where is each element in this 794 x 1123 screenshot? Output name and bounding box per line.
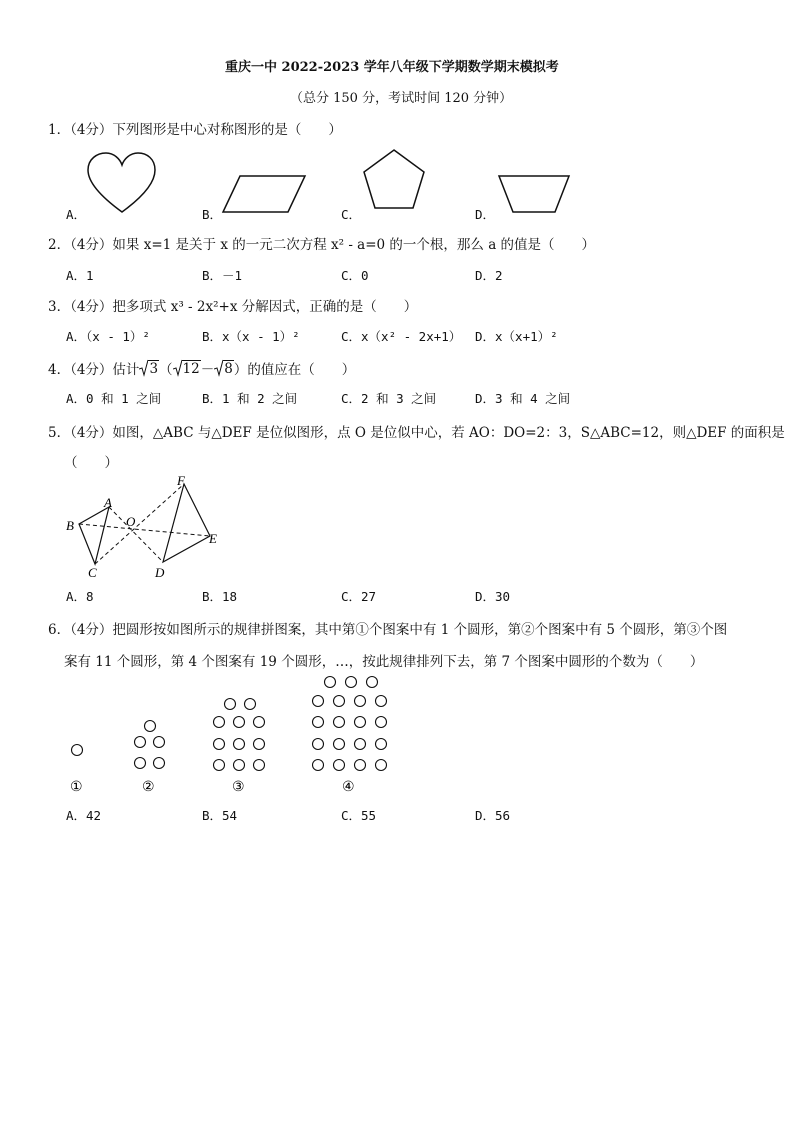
question-5-text-line2: （ ）: [64, 455, 118, 471]
pattern-label-2: ②: [142, 780, 155, 795]
label-f: F: [177, 473, 185, 488]
label-a: A: [104, 495, 112, 510]
q2-option-c: C．0: [341, 268, 369, 283]
pentagon-shape: [358, 146, 430, 216]
q4-text-before: 4．（4分）估计: [48, 362, 140, 378]
pattern-4-circle: [376, 760, 387, 771]
parallelogram-shape: [218, 170, 308, 220]
q2-option-d: D．2: [475, 268, 503, 283]
pattern-4-circle: [325, 677, 336, 688]
triangle-def: [163, 484, 210, 562]
pattern-4-circle: [376, 696, 387, 707]
pattern-4-circle: [313, 696, 324, 707]
pattern-3-circle: [254, 717, 265, 728]
pattern-4-circle: [376, 739, 387, 750]
sqrt-3-radicand: 3: [149, 360, 159, 377]
pattern-label-4: ④: [342, 780, 355, 795]
q4-close-paren: ）: [233, 362, 248, 378]
sqrt-12-radicand: 12: [182, 360, 200, 377]
q2-option-b: B．－1: [202, 268, 243, 283]
pattern-4-circle: [355, 696, 366, 707]
pattern-2-circle: [135, 737, 146, 748]
heart-shape: [80, 150, 170, 220]
pattern-label-1: ①: [70, 780, 83, 795]
q5-option-c: C．27: [341, 589, 377, 604]
q4-option-b: B．1 和 2 之间: [202, 391, 298, 406]
q1-option-c: C．: [341, 207, 362, 222]
question-4-text: [48, 358, 355, 378]
q6-option-c: C．55: [341, 808, 377, 823]
label-b: B: [66, 518, 74, 533]
pattern-4-circle: [355, 739, 366, 750]
q6-option-d: D．56: [475, 808, 511, 823]
q4-text-after: 的值应在（ ）: [247, 362, 356, 378]
page-title: 重庆一中 2022-2023 学年八年级下学期数学期末模拟考: [225, 60, 559, 75]
pattern-3-circle: [254, 760, 265, 771]
question-3-text: 3．（4分）把多项式 x³ - 2x²+x 分解因式，正确的是（ ）: [48, 299, 418, 315]
q3-option-a: A．（x - 1）²: [66, 329, 150, 344]
pattern-2-circle: [154, 758, 165, 769]
sqrt-3-expression: [139, 359, 159, 377]
q4-option-c: C．2 和 3 之间: [341, 391, 437, 406]
pattern-4-circle: [334, 717, 345, 728]
pattern-3-circle: [225, 699, 236, 710]
q5-option-d: D．30: [475, 589, 511, 604]
pattern-2-circle: [145, 721, 156, 732]
pattern-3-circle: [214, 717, 225, 728]
pattern-4-circle: [334, 760, 345, 771]
pattern-2-circle: [135, 758, 146, 769]
pattern-3-circle: [254, 739, 265, 750]
q2-option-a: A．1: [66, 268, 94, 283]
label-o: O: [126, 514, 136, 529]
question-5-text-line1: 5．（4分）如图，△ABC 与△DEF 是位似图形，点 O 是位似中心，若 AO：DO=2：3，S△ABC=12，则△DEF 的面积是: [48, 425, 785, 441]
sqrt-8-expression: [214, 359, 234, 377]
pattern-4-circle: [355, 760, 366, 771]
radical-sign-icon: [173, 359, 182, 377]
radical-sign-icon: [214, 359, 223, 377]
q1-option-a: A．: [66, 207, 87, 222]
sqrt-12-expression: [173, 359, 201, 377]
question-6-text-line1: 6．（4分）把圆形按如图所示的规律拼图案，其中第①个图案中有 1 个圆形，第②个图案中有 5 个圆形，第③个图: [48, 622, 728, 638]
sqrt-8-radicand: 8: [224, 360, 233, 377]
q4-option-d: D．3 和 4 之间: [475, 391, 571, 406]
q3-option-c: C．x（x² - 2x+1）: [341, 329, 462, 344]
q4-option-a: A．0 和 1 之间: [66, 391, 162, 406]
question-1-text: 1．（4分）下列图形是中心对称图形的是（ ）: [48, 122, 342, 138]
pattern-4-circle: [346, 677, 357, 688]
pattern-1-circle: [72, 745, 83, 756]
pattern-4-circle: [313, 717, 324, 728]
q5-option-b: B．18: [202, 589, 238, 604]
homothety-figure: [60, 468, 240, 583]
label-d: D: [155, 565, 165, 580]
pattern-4-circle: [367, 677, 378, 688]
pattern-label-3: ③: [232, 780, 245, 795]
pattern-4-circle: [355, 717, 366, 728]
pattern-4-circle: [376, 717, 387, 728]
pattern-3-circle: [214, 739, 225, 750]
q4-open-paren: （: [159, 362, 173, 378]
pattern-3-circle: [245, 699, 256, 710]
label-e: E: [209, 531, 217, 546]
triangle-abc: [79, 507, 109, 564]
q1-option-b: B．: [202, 207, 223, 222]
pattern-4-circle: [313, 760, 324, 771]
radical-sign-icon: [139, 359, 148, 377]
q3-option-d: D．x（x+1）²: [475, 329, 558, 344]
pattern-3-circle: [234, 760, 245, 771]
pattern-4-circle: [334, 739, 345, 750]
q6-option-a: A．42: [66, 808, 102, 823]
question-2-text: 2．（4分）如果 x=1 是关于 x 的一元二次方程 x² - a=0 的一个根，那么 a 的值是（ ）: [48, 237, 596, 253]
page-subtitle: （总分 150 分，考试时间 120 分钟）: [290, 91, 513, 106]
pattern-3-circle: [234, 717, 245, 728]
q1-option-d: D．: [475, 207, 496, 222]
q6-option-b: B．54: [202, 808, 238, 823]
pattern-2-circle: [154, 737, 165, 748]
label-c: C: [88, 565, 97, 580]
q3-option-b: B．x（x - 1）²: [202, 329, 300, 344]
trapezoid-shape: [496, 172, 576, 218]
pattern-3-circle: [214, 760, 225, 771]
circle-pattern-figure: [60, 670, 410, 800]
q4-minus: －: [200, 362, 215, 378]
q5-option-a: A．8: [66, 589, 94, 604]
pattern-3-circle: [234, 739, 245, 750]
pattern-4-circle: [313, 739, 324, 750]
question-6-text-line2: 案有 11 个圆形，第 4 个图案有 19 个圆形，…，按此规律排列下去，第 7 个图案中圆形的个数为（ ）: [64, 654, 704, 670]
pattern-4-circle: [334, 696, 345, 707]
